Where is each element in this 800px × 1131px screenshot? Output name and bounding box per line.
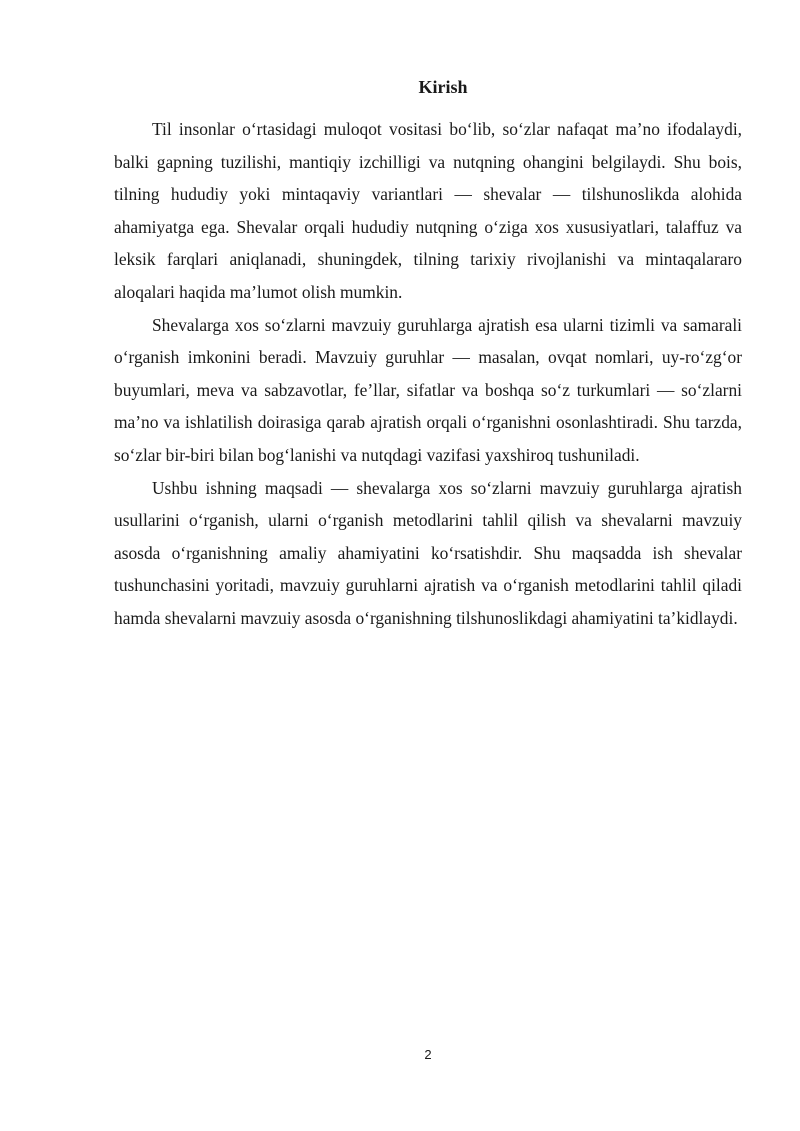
paragraph-intro: Til insonlar o‘rtasidagi muloqot vositasi bo‘lib, so‘zlar nafaqat ma’no ifodalaydi, balki gapning tuzilishi, mantiqiy izchilligi va nutqning ohangini belgilaydi. Shu bois, tilning hududiy yoki mintaqaviy variantlari — shevalar — tilshunoslikda alohida ahamiyatga ega. Shevalar orqali hududiy nutqning o‘ziga xos xususiyatlari, talaffuz va leksik farqlari aniqlanadi, shuningdek, tilning tarixiy rivojlanishi va mintaqalararo aloqalari haqida ma’lumot olish mumkin. xyxy=(114,119,742,302)
page-number: 2 xyxy=(424,1047,432,1062)
paragraph-purpose: Ushbu ishning maqsadi — shevalarga xos so‘zlarni mavzuiy guruhlarga ajratish usullarini o‘rganish, ularni o‘rganish metodlarini tahlil qilish va shevalarni mavzuiy asosda o‘rganishning amaliy ahamiyatini ko‘rsatishdir. Shu maqsadda ish shevalar tushunchasini yoritadi, mavzuiy guruhlarni ajratish va o‘rganish metodlarini tahlil qiladi hamda shevalarni mavzuiy asosda o‘rganishning tilshunoslikdagi ahamiyatini ta’kidlaydi. xyxy=(114,477,742,628)
body-text xyxy=(114,113,742,635)
section-title: Kirish xyxy=(418,77,468,97)
paragraph-thematic-groups: Shevalarga xos so‘zlarni mavzuiy guruhlarga ajratish esa ularni tizimli va samarali o‘rganish imkonini beradi. Mavzuiy guruhlar — masalan, ovqat nomlari, uy-ro‘zg‘or buyumlari, meva va sabzavotlar, fe’llar, sifatlar va boshqa so‘z turkumlari — so‘zlarni ma’no va ishlatilish doirasiga qarab ajratish orqali o‘rganishni osonlashtiradi. Shu tarzda, so‘zlar bir-biri bilan bog‘lanishi va nutqdagi vazifasi yaxshiroq tushuniladi. xyxy=(114,314,742,465)
